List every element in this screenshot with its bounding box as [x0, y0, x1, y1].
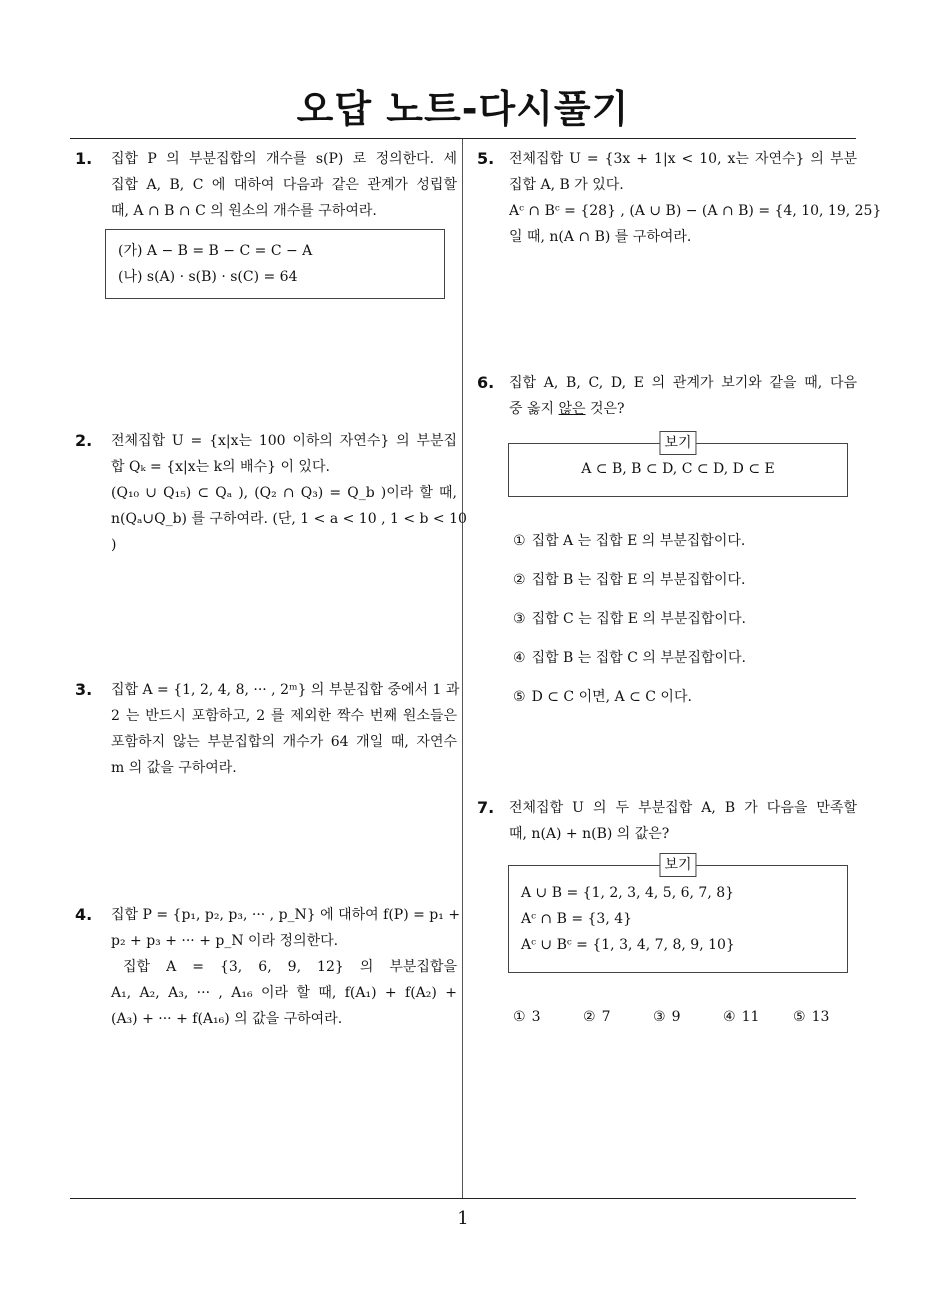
choice-text: 9 [671, 1009, 681, 1025]
answer-choice-2[interactable] [583, 1009, 610, 1025]
problem-text-line: A₁, A₂, A₃, ··· , A₁₆ 이라 할 때, f(A₁) + f(A₂) + [111, 985, 457, 1001]
problem-text-line: (Q₁₀ ∪ Q₁₅) ⊂ Qₐ ), (Q₂ ∩ Q₃) = Q_b )이라 할 때, [111, 485, 457, 501]
problem-number: 6. [477, 373, 495, 392]
bottom-rule [70, 1198, 856, 1199]
problem-number: 7. [477, 798, 495, 817]
choice-marker: ② [583, 1009, 596, 1025]
problem-text-line: 집합 A, B 가 있다. [509, 177, 624, 193]
problem-text-line [509, 396, 857, 422]
page-title: 오답 노트-다시풀기 [296, 87, 630, 131]
choice-marker: ④ [513, 650, 526, 666]
problem-number: 3. [75, 680, 93, 699]
choice-text: 집합 A 는 집합 E 의 부분집합이다. [531, 533, 746, 549]
problem-text: 중 옳지 [509, 401, 559, 417]
column-divider [462, 139, 463, 1199]
problem-text-line: 일 때, n(A ∩ B) 를 구하여라. [509, 229, 692, 245]
condition-line: (가) A − B = B − C = C − A [118, 243, 313, 259]
problem-text-line: 때, n(A) + n(B) 의 값은? [509, 826, 670, 842]
problem-text-line: 집합 P = {p₁, p₂, p₃, ··· , p_N} 에 대하여 f(P) = p₁ + [111, 907, 461, 923]
problem-text-line: (A₃) + ··· + f(A₁₆) 의 값을 구하여라. [111, 1011, 343, 1027]
problem-text-line: 2 는 반드시 포함하고, 2 를 제외한 짝수 번째 원소들은 [111, 708, 457, 724]
example-box-label: 보기 [659, 431, 696, 455]
example-box-label: 보기 [659, 853, 696, 877]
answer-choice-1[interactable] [513, 1009, 540, 1025]
choice-marker: ① [513, 1009, 526, 1025]
choice-marker: ③ [513, 611, 526, 627]
choice-marker: ⑤ [513, 689, 526, 705]
answer-choice-5[interactable] [793, 1009, 829, 1025]
example-box-line: A ∪ B = {1, 2, 3, 4, 5, 6, 7, 8} [521, 885, 735, 901]
choice-text: 11 [741, 1009, 760, 1025]
problem-number: 4. [75, 905, 93, 924]
answer-choice-5[interactable] [513, 686, 692, 706]
choice-marker: ⑤ [793, 1009, 806, 1025]
top-rule [70, 138, 856, 139]
problem-text: 것은? [585, 401, 625, 417]
problem-text-line: 집합 A = {3, 6, 9, 12} 의 부분집합을 [123, 959, 457, 975]
answer-choice-4[interactable] [723, 1009, 759, 1025]
choice-marker: ① [513, 533, 526, 549]
problem-text-line: 집합 A, B, C, D, E 의 관계가 보기와 같을 때, 다음 [509, 375, 857, 391]
problem-text-line: 집합 A, B, C 에 대하여 다음과 같은 관계가 성립할 [111, 177, 457, 193]
problem-text-line: 때, A ∩ B ∩ C 의 원소의 개수를 구하여라. [111, 203, 377, 219]
answer-choice-2[interactable] [513, 569, 746, 589]
answer-choice-4[interactable] [513, 647, 746, 667]
page-number: 1 [457, 1208, 469, 1229]
choice-text: 3 [531, 1009, 541, 1025]
answer-choice-3[interactable] [653, 1009, 680, 1025]
example-box [508, 857, 848, 973]
example-box [508, 435, 848, 497]
choice-text: 집합 B 는 집합 E 의 부분집합이다. [531, 572, 746, 588]
condition-line: (나) s(A) · s(B) · s(C) = 64 [118, 269, 298, 285]
problem-text-line: 포함하지 않는 부분집합의 개수가 64 개일 때, 자연수 [111, 734, 457, 750]
problem-text-line: n(Qₐ∪Q_b) 를 구하여라. (단, 1 < a < 10 , 1 < b < 10 [111, 511, 467, 527]
underlined-keyword: 않은 [558, 401, 586, 417]
problem-number: 2. [75, 431, 93, 450]
problem-text-line: p₂ + p₃ + ··· + p_N 이라 정의한다. [111, 933, 339, 949]
problem-text-line: m 의 값을 구하여라. [111, 760, 237, 776]
problem-text-line: 집합 A = {1, 2, 4, 8, ··· , 2ᵐ} 의 부분집합 중에서 1 과 [111, 682, 460, 698]
example-box-line: Aᶜ ∩ B = {3, 4} [521, 911, 633, 927]
choice-text: 13 [811, 1009, 830, 1025]
problem-text-line: 합 Qₖ = {x|x는 k의 배수} 이 있다. [111, 459, 330, 475]
problem-text-line: 전체집합 U 의 두 부분집합 A, B 가 다음을 만족할 [509, 800, 857, 816]
choice-marker: ② [513, 572, 526, 588]
problem-text-line: ) [111, 537, 117, 553]
choice-text: 집합 B 는 집합 C 의 부분집합이다. [531, 650, 747, 666]
answer-choice-3[interactable] [513, 608, 746, 628]
choice-text: 7 [601, 1009, 611, 1025]
answer-choice-1[interactable] [513, 530, 745, 550]
problem-number: 1. [75, 149, 93, 168]
choice-marker: ③ [653, 1009, 666, 1025]
condition-box [105, 229, 445, 299]
problem-text-line: Aᶜ ∩ Bᶜ = {28} , (A ∪ B) − (A ∩ B) = {4, 10, 19, 25} [509, 203, 882, 219]
example-box-line: A ⊂ B, B ⊂ D, C ⊂ D, D ⊂ E [581, 461, 775, 477]
problem-text-line: 전체집합 U = {x|x는 100 이하의 자연수} 의 부분집 [111, 433, 457, 449]
choice-text: D ⊂ C 이면, A ⊂ C 이다. [531, 689, 692, 705]
choice-marker: ④ [723, 1009, 736, 1025]
problem-text-line: 집합 P 의 부분집합의 개수를 s(P) 로 정의한다. 세 [111, 151, 457, 167]
choice-text: 집합 C 는 집합 E 의 부분집합이다. [531, 611, 746, 627]
problem-text-line: 전체집합 U = {3x + 1|x < 10, x는 자연수} 의 부분 [509, 151, 857, 167]
example-box-line: Aᶜ ∪ Bᶜ = {1, 3, 4, 7, 8, 9, 10} [521, 937, 735, 953]
problem-number: 5. [477, 149, 495, 168]
